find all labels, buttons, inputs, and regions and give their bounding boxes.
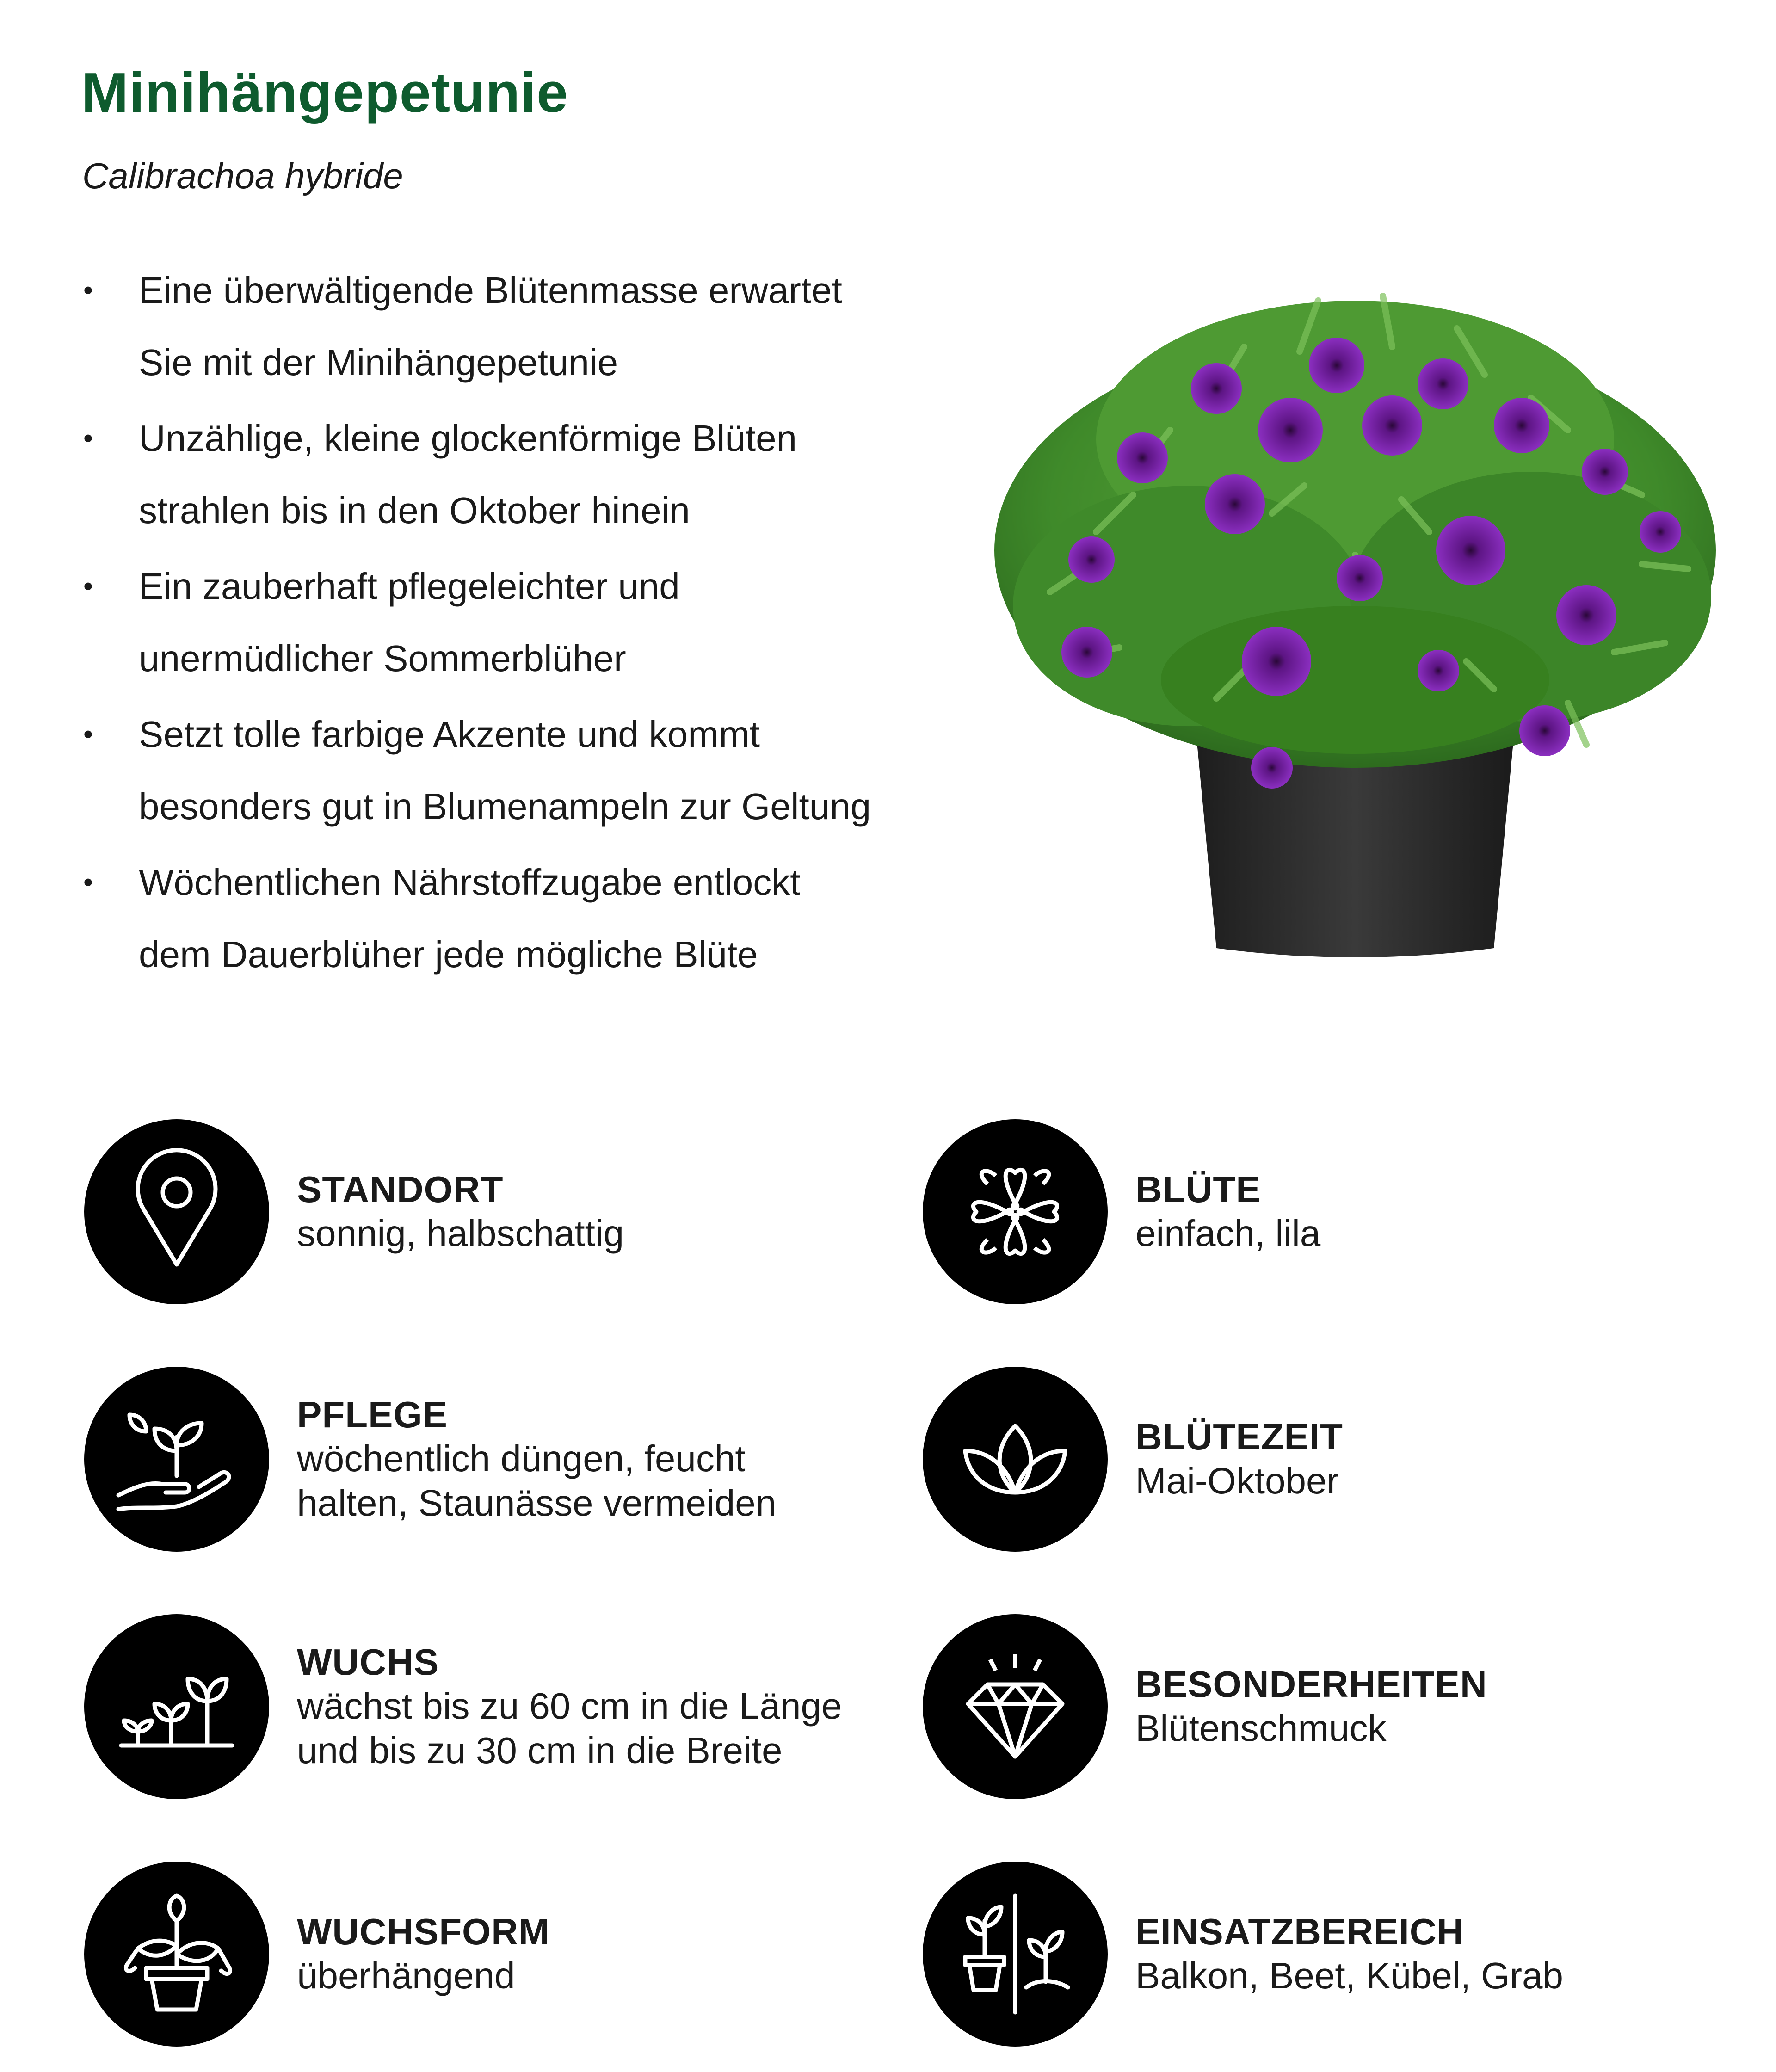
bullet-text-line2: dem Dauerblüher jede mögliche Blüte — [139, 934, 758, 975]
bullet-dot: • — [83, 719, 93, 750]
feature-wuchs — [84, 1614, 870, 1799]
bluete-value: einfach, lila — [1135, 1213, 1321, 1254]
wuchsform-label: WUCHSFORM — [297, 1911, 550, 1952]
wuchs-label: WUCHS — [297, 1641, 439, 1683]
bullet-text-line1: Eine überwältigende Blütenmasse erwartet — [139, 270, 842, 311]
pflege-label: PFLEGE — [297, 1394, 448, 1435]
standort-label: STANDORT — [297, 1169, 504, 1210]
standort-value: sonnig, halbschattig — [297, 1213, 624, 1254]
einsatzbereich-label: EINSATZBEREICH — [1135, 1911, 1464, 1952]
lotus-icon — [946, 1390, 1085, 1529]
bullet-item — [79, 402, 957, 547]
bullet-dot: • — [83, 867, 93, 898]
location-pin-badge — [84, 1119, 269, 1304]
feature-pflege — [84, 1367, 870, 1552]
bullet-text-line2: besonders gut in Blumenampeln zur Geltung — [139, 786, 871, 827]
growth-stages-badge — [84, 1614, 269, 1799]
flower-badge — [923, 1119, 1108, 1304]
bullet-text-line2: Sie mit der Minihängepetunie — [139, 342, 618, 383]
einsatzbereich-value: Balkon, Beet, Kübel, Grab — [1135, 1955, 1563, 1996]
lotus-badge — [923, 1367, 1108, 1552]
diamond-badge — [923, 1614, 1108, 1799]
bullet-item — [79, 698, 957, 843]
diamond-icon — [946, 1637, 1085, 1776]
bullet-item — [79, 254, 957, 399]
bullet-dot: • — [83, 423, 93, 454]
potted-plant-badge — [84, 1862, 269, 2047]
feature-einsatzbereich — [923, 1862, 1709, 2047]
location-pin-icon — [107, 1142, 246, 1281]
product-photo-petunia-pot — [976, 273, 1744, 976]
besonderheiten-label: BESONDERHEITEN — [1135, 1664, 1487, 1705]
bullet-text-line1: Unzählige, kleine glockenförmige Blüten — [139, 418, 797, 459]
pflege-value-line1: wöchentlich düngen, feucht — [297, 1438, 746, 1479]
pot-and-sprout-icon — [946, 1885, 1085, 2023]
bullet-text-line2: unermüdlicher Sommerblüher — [139, 638, 626, 679]
bluetezeit-label: BLÜTEZEIT — [1135, 1416, 1343, 1457]
feature-bluete — [923, 1119, 1709, 1304]
wuchs-value-line1: wächst bis zu 60 cm in die Länge — [297, 1685, 842, 1727]
wuchsform-value: überhängend — [297, 1955, 515, 1996]
feature-standort — [84, 1119, 870, 1304]
feature-besonderheiten — [923, 1614, 1709, 1799]
bullet-text-line1: Setzt tolle farbige Akzente und kommt — [139, 714, 760, 755]
pflege-value-line2: halten, Staunässe vermeiden — [297, 1482, 777, 1523]
product-title: Minihängepetunie — [81, 61, 568, 124]
growth-stages-icon — [107, 1637, 246, 1776]
bullet-item — [79, 846, 957, 991]
bullet-item — [79, 550, 957, 695]
pot-and-sprout-badge — [923, 1862, 1108, 2047]
besonderheiten-value: Blütenschmuck — [1135, 1708, 1387, 1749]
potted-plant-icon — [107, 1885, 246, 2023]
bullet-text-line2: strahlen bis in den Oktober hinein — [139, 490, 690, 531]
bluetezeit-value: Mai-Oktober — [1135, 1460, 1339, 1501]
hand-seedling-badge — [84, 1367, 269, 1552]
bullet-text-line1: Wöchentlichen Nährstoffzugabe entlockt — [139, 862, 801, 903]
botanical-name: Calibrachoa hybride — [82, 155, 403, 196]
bullet-text-line1: Ein zauberhaft pflegeleichter und — [139, 566, 680, 607]
wuchs-value-line2: und bis zu 30 cm in die Breite — [297, 1730, 783, 1771]
bullet-dot: • — [83, 571, 93, 602]
feature-bluetezeit — [923, 1367, 1709, 1552]
bluete-label: BLÜTE — [1135, 1169, 1261, 1210]
feature-wuchsform — [84, 1862, 870, 2047]
bullet-dot: • — [83, 275, 93, 306]
hand-seedling-icon — [107, 1390, 246, 1529]
flower-icon — [946, 1142, 1085, 1281]
feature-bullet-list — [79, 254, 957, 994]
